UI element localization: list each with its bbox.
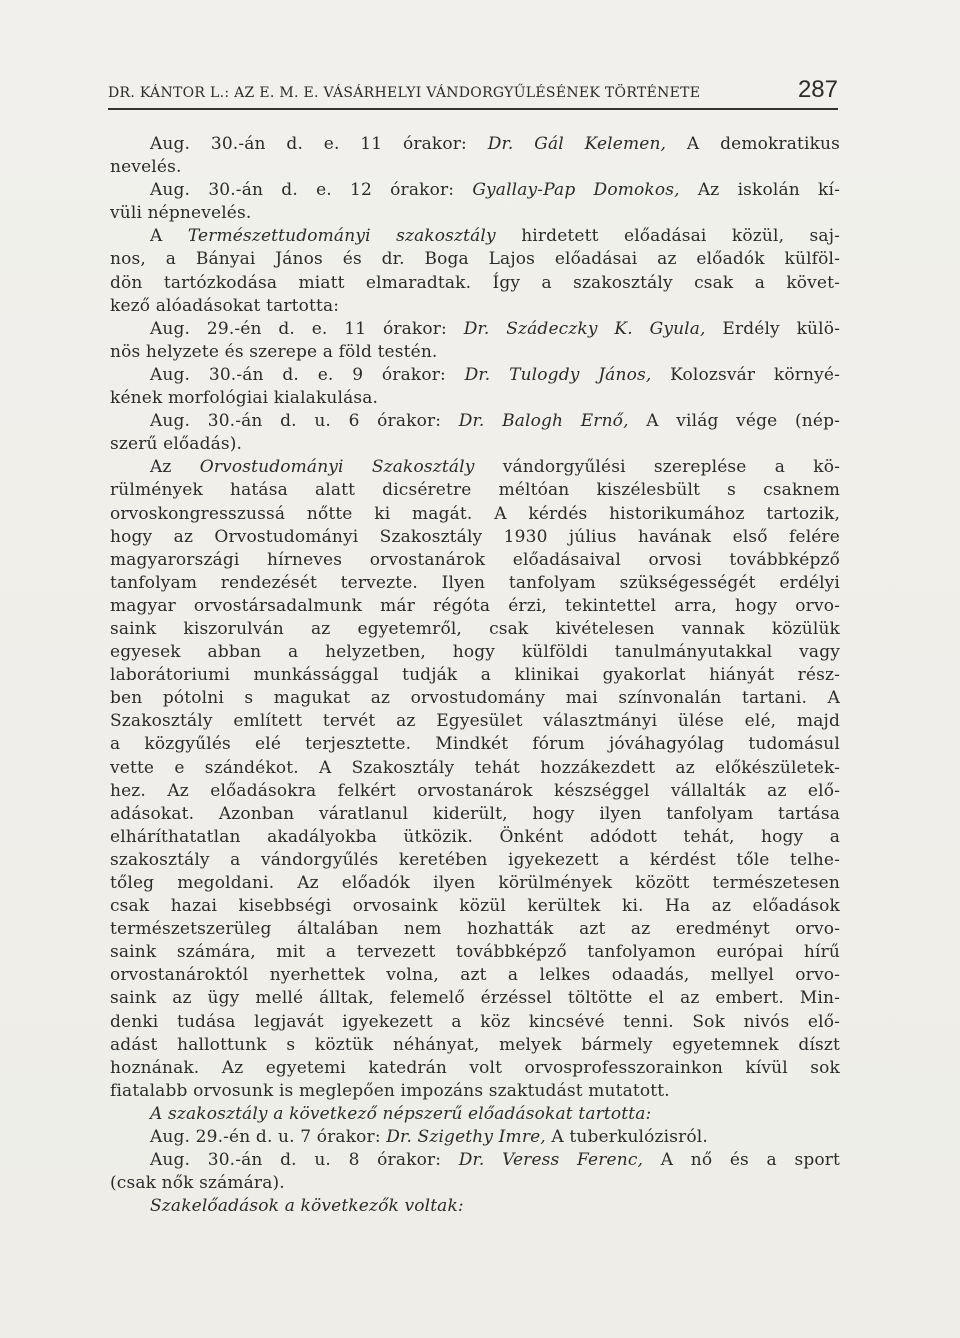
text-line <box>110 664 840 687</box>
text-segment: elháríthatatlan akadályokba ütközik. Önként adódott tehát, hogy a <box>110 826 840 847</box>
italic-text: Dr. Tulogdy János, <box>464 364 652 385</box>
body-text <box>110 133 840 1218</box>
running-title: DR. KÁNTOR L.: AZ E. M. E. VÁSÁRHELYI VÁNDORGYŰLÉSÉNEK TÖRTÉNETE <box>108 85 701 101</box>
text-line <box>110 295 840 318</box>
text-segment: Aug. 29.-én d. e. 11 órakor: <box>150 318 464 339</box>
text-line <box>110 780 840 803</box>
page-number: 287 <box>797 76 838 103</box>
text-segment: Aug. 29.-én d. u. 7 órakor: <box>150 1127 387 1148</box>
text-segment: magyar orvostársadalmunk már régóta érzi, tekintettel arra, hogy orvo- <box>110 595 840 616</box>
text-segment: Erdély külö- <box>705 318 840 339</box>
text-segment: Aug. 30.-án d. e. 12 órakor: <box>150 180 473 201</box>
text-line <box>110 872 840 895</box>
text-segment: Szakosztály említett tervét az Egyesület választmányi ülése elé, majd <box>110 711 840 732</box>
italic-text: A szakosztály a következő népszerű előadásokat tartotta: <box>150 1103 652 1124</box>
text-line <box>110 341 840 364</box>
text-segment: A <box>150 226 188 247</box>
text-segment: A világ vége (nép- <box>628 411 840 432</box>
text-segment: Az <box>150 457 200 478</box>
text-line <box>110 272 840 295</box>
text-segment: hez. Az előadásokra felkért orvostanárok készséggel vállalták az elő- <box>110 780 840 801</box>
italic-text: Dr. Szigethy Imre, <box>386 1127 546 1148</box>
text-segment: Aug. 30.-án d. e. 9 órakor: <box>150 364 465 385</box>
text-line <box>110 364 840 387</box>
text-line <box>110 526 840 549</box>
text-segment: vüli népnevelés. <box>110 203 252 224</box>
text-segment: tőleg megoldani. Az előadók ilyen körülmények között természetesen <box>110 873 840 893</box>
text-segment: szerű előadás). <box>110 434 243 455</box>
running-header <box>108 76 838 110</box>
text-line <box>110 133 840 156</box>
text-segment: Kolozsvár környé- <box>651 364 840 385</box>
text-line <box>110 1057 840 1080</box>
text-line <box>110 410 840 433</box>
italic-text: Dr. Balogh Ernő, <box>458 411 629 432</box>
text-segment: laborátoriumi munkássággal tudják a klinikai gyakorlat hiányát rész- <box>110 665 840 686</box>
text-line <box>110 1103 840 1126</box>
text-segment: csak hazai kisebbségi orvosaink közül kerültek ki. Ha az előadások <box>110 896 840 917</box>
text-segment: a közgyűlés elé terjesztette. Mindkét fórum jóváhagyólag tudomásul <box>110 734 840 755</box>
text-line <box>110 1172 840 1195</box>
text-line <box>110 225 840 248</box>
text-segment: Aug. 30.-án d. u. 8 órakor: <box>150 1150 459 1171</box>
text-segment: tanfolyam rendezését tervezte. Ilyen tanfolyam szükségességét erdélyi <box>110 572 840 593</box>
text-line <box>110 479 840 502</box>
text-segment: dön tartózkodása miatt elmaradtak. Így a szakosztály csak a követ- <box>110 272 840 293</box>
text-line <box>110 1149 840 1172</box>
text-line <box>110 318 840 341</box>
text-segment: A tuberkulózisról. <box>545 1127 708 1148</box>
text-line <box>110 941 840 964</box>
text-segment: Aug. 30.-án d. e. 11 órakor: <box>150 134 488 154</box>
text-line <box>110 549 840 572</box>
text-line <box>110 618 840 641</box>
italic-text: Dr. Szádeczky K. Gyula, <box>463 318 706 339</box>
italic-text: Dr. Gál Kelemen, <box>487 134 667 154</box>
text-segment: saink kiszorulván az egyetemről, csak kivételesen vannak közülük <box>110 618 840 639</box>
text-segment: adásokat. Azonban váratlanul kiderült, hogy ilyen tanfolyam tartása <box>110 803 840 824</box>
text-segment: magyarországi hírneves orvostanárok előadásaival orvosi továbbképző <box>110 549 840 570</box>
text-line <box>110 1080 840 1103</box>
text-line <box>110 1195 840 1218</box>
text-line <box>110 733 840 756</box>
text-line <box>110 757 840 780</box>
text-line <box>110 1126 840 1149</box>
text-segment: szakosztály a vándorgyűlés keretében igyekezett a kérdést tőle telhe- <box>110 849 840 870</box>
text-line <box>110 572 840 595</box>
italic-text: Dr. Veress Ferenc, <box>458 1150 644 1171</box>
text-segment: denki tudása legjavát igyekezett a köz kincsévé tenni. Sok nivós elő- <box>110 1011 840 1032</box>
text-segment: nös helyzete és szerepe a föld testén. <box>110 341 438 362</box>
text-segment: vándorgyűlési szereplése a kö- <box>474 457 840 478</box>
text-line <box>110 964 840 987</box>
text-segment: természetszerüleg általában nem hozhatták azt az eredményt orvo- <box>110 919 840 940</box>
text-segment: fiatalabb orvosunk is meglepően impozáns szaktudást mutatott. <box>110 1080 670 1101</box>
italic-text: Szakelőadások a következők voltak: <box>150 1196 464 1217</box>
italic-text: Gyallay-Pap Domokos, <box>472 180 680 201</box>
text-segment: orvostanároktól nyerhettek volna, azt a lelkes odaadás, mellyel orvo- <box>110 965 840 986</box>
text-segment: nos, a Bányai János és dr. Boga Lajos előadásai az előadók külföl- <box>110 249 840 270</box>
text-segment: (csak nők számára). <box>110 1173 285 1194</box>
text-line <box>110 202 840 225</box>
text-line <box>110 1011 840 1034</box>
text-segment: orvoskongresszussá nőtte ki magát. A kérdés historikumához tartozik, <box>110 503 840 524</box>
text-line <box>110 503 840 526</box>
text-segment: A nő és a sport <box>643 1150 840 1171</box>
text-segment: kének morfológiai kialakulása. <box>110 388 379 409</box>
text-segment: egyesek abban a helyzetben, hogy külföldi tanulmányutakkal vagy <box>110 642 840 663</box>
text-segment: ben pótolni s magukat az orvostudomány mai színvonalán tartani. A <box>110 688 840 709</box>
text-segment: hoznának. Az egyetemi katedrán volt orvosprofesszorainkon kívül sok <box>110 1057 840 1078</box>
text-line <box>110 595 840 618</box>
text-segment: Az iskolán kí- <box>679 180 840 201</box>
text-segment: saink az ügy mellé álltak, felemelő érzéssel töltötte el az embert. Min- <box>110 988 840 1009</box>
text-line <box>110 849 840 872</box>
text-line <box>110 918 840 941</box>
text-line <box>110 156 840 179</box>
text-line <box>110 710 840 733</box>
italic-text: Orvostudományi Szakosztály <box>199 457 475 478</box>
text-segment: Aug. 30.-án d. u. 6 órakor: <box>150 411 459 432</box>
text-line <box>110 1034 840 1057</box>
text-line <box>110 248 840 271</box>
text-segment: vette e szándékot. A Szakosztály tehát hozzákezdett az előkészületek- <box>110 757 840 778</box>
text-line <box>110 987 840 1010</box>
italic-text: Természettudományi szakosztály <box>187 226 496 247</box>
text-segment: hirdetett előadásai közül, saj- <box>495 226 840 247</box>
text-line <box>110 179 840 202</box>
text-segment: saink számára, mit a tervezett továbbképző tanfolyamon európai hírű <box>110 942 840 963</box>
text-segment: hogy az Orvostudományi Szakosztály 1930 július havának első felére <box>110 526 840 547</box>
text-line <box>110 687 840 710</box>
text-line <box>110 456 840 479</box>
text-segment: adást hallottunk s köztük néhányat, melyek bármely egyetemnek díszt <box>110 1034 840 1055</box>
text-line <box>110 803 840 826</box>
text-line <box>110 433 840 456</box>
text-line <box>110 826 840 849</box>
text-line <box>110 641 840 664</box>
text-segment: rülmények hatása alatt dicséretre méltóan kiszélesbült s csaknem <box>110 480 840 501</box>
text-line <box>110 895 840 918</box>
text-segment: nevelés. <box>110 157 182 178</box>
text-segment: A demokratikus <box>666 134 840 154</box>
text-segment: kező alóadásokat tartotta: <box>110 295 340 316</box>
text-line <box>110 387 840 410</box>
